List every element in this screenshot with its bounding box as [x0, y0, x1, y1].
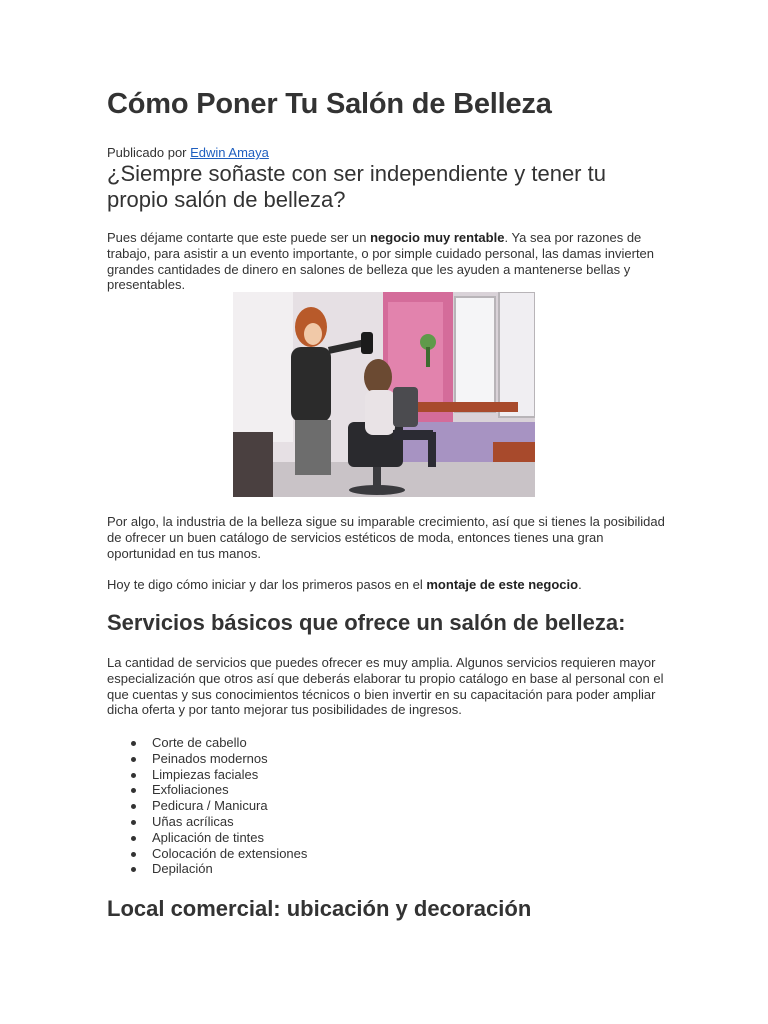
bullet-icon — [131, 804, 136, 809]
bullet-icon — [131, 757, 136, 762]
first-steps-bold: montaje de este negocio — [426, 577, 579, 592]
services-list — [107, 735, 307, 877]
salon-photo — [233, 292, 535, 497]
list-item — [107, 767, 307, 783]
service-label: Pedicura / Manicura — [152, 798, 268, 814]
service-label: Colocación de extensiones — [152, 845, 308, 861]
list-item — [107, 861, 307, 877]
intro-text-after: . Ya sea por razones de trabajo, para asistir a un evento importante, o por simple cuidado personal, las damas invierten grandes cantidades de dinero en salones de belleza que les ayuden a mantenerse bellas y presentables. — [107, 230, 655, 293]
list-item — [107, 751, 307, 767]
bullet-icon — [131, 820, 136, 825]
list-item — [107, 830, 307, 846]
service-label: Aplicación de tintes — [152, 829, 265, 845]
service-label: Corte de cabello — [152, 735, 247, 750]
bullet-icon — [131, 852, 136, 857]
list-item — [107, 846, 307, 862]
bullet-icon — [131, 836, 136, 841]
paragraph-services: La cantidad de servicios que puedes ofrecer es muy amplia. Algunos servicios requieren mayor especialización que otros así que deberás elaborar tu propio catálogo en base al personal con el que cuentas y sus conocimientos técnicos o bien invertir en su capacitación para poder ampliar dicha oferta y por tanto mejorar tus posibilidades de ingresos. — [107, 655, 664, 718]
paragraph-growth: Por algo, la industria de la belleza sigue su imparable crecimiento, así que si tienes la posibilidad de ofrecer un buen catálogo de servicios estéticos de moda, entonces tienes una gran oportunidad en tus manos. — [107, 514, 665, 561]
service-label: Limpiezas faciales — [152, 766, 259, 782]
article-subtitle: ¿Siempre soñaste con ser independiente y tener tu propio salón de belleza? — [107, 161, 606, 212]
list-item — [107, 814, 307, 830]
paragraph-first-steps — [107, 577, 669, 593]
list-item — [107, 782, 307, 798]
bullet-icon — [131, 788, 136, 793]
intro-paragraph — [107, 230, 669, 293]
bullet-icon — [131, 773, 136, 778]
service-label: Uñas acrílicas — [152, 813, 234, 829]
list-item — [107, 798, 307, 814]
first-steps-after: . — [578, 577, 582, 592]
service-label: Peinados modernos — [152, 750, 268, 766]
intro-bold: negocio muy rentable — [370, 230, 505, 245]
byline-prefix: Publicado por — [107, 145, 187, 160]
section-heading-services: Servicios básicos que ofrece un salón de belleza: — [107, 610, 626, 635]
list-item — [107, 735, 307, 751]
section-heading-location: Local comercial: ubicación y decoración — [107, 896, 532, 921]
author-link[interactable]: Edwin Amaya — [190, 145, 269, 160]
byline — [107, 145, 269, 160]
bullet-icon — [131, 867, 136, 872]
article-title: Cómo Poner Tu Salón de Belleza — [107, 88, 552, 120]
intro-text-before: Pues déjame contarte que este puede ser un — [107, 230, 371, 245]
bullet-icon — [131, 741, 136, 746]
service-label: Depilación — [152, 861, 213, 877]
service-label: Exfoliaciones — [152, 782, 229, 798]
first-steps-before: Hoy te digo cómo iniciar y dar los primeros pasos en el — [107, 577, 427, 592]
